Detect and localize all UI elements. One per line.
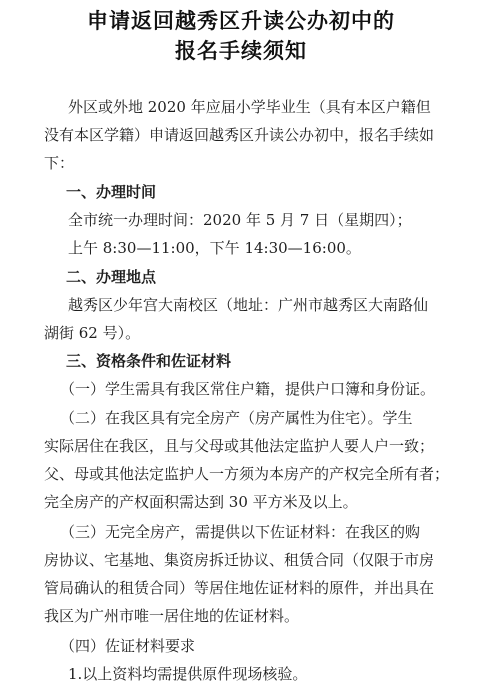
document-title-line-1: 申请返回越秀区升读公办初中的	[87, 9, 395, 33]
section-3-item-3-line-2: 房协议、宅基地、集资房拆迁协议、租赁合同（仅限于市房	[44, 551, 435, 569]
section-3-item-2-line-3: 父、母或其他法定监护人一方须为本房产的产权完全所有者；	[44, 465, 450, 483]
section-3-item-1-line-1: （一）学生需具有我区常住户籍，提供户口簿和身份证。	[60, 380, 436, 398]
section-3-item-4-line-1: 1.以上资料均需提供原件现场核验。	[68, 665, 308, 683]
section-3-item-2-line-4: 完全房产的产权面积需达到 30 平方米及以上。	[44, 493, 358, 511]
section-3-heading: 三、资格条件和佐证材料	[66, 352, 232, 370]
section-3-item-3-line-4: 我区为广州市唯一居住地的佐证材料。	[44, 607, 300, 625]
section-3-item-3-line-1: （三）无完全房产，需提供以下佐证材料：在我区的购	[60, 523, 421, 541]
section-3-item-4-heading: （四）佐证材料要求	[60, 637, 196, 655]
section-1-heading: 一、办理时间	[66, 183, 157, 201]
document-title-line-2: 报名手续须知	[175, 39, 307, 63]
section-2-line-1: 越秀区少年宫大南校区（地址：广州市越秀区大南路仙	[68, 296, 429, 314]
section-2-line-2: 湖街 62 号）。	[44, 324, 141, 342]
section-1-line-1: 全市统一办理时间：2020 年 5 月 7 日（星期四）；	[68, 211, 412, 229]
intro-line-2: 没有本区学籍）申请返回越秀区升读公办初中，报名手续如	[44, 126, 435, 144]
section-2-heading: 二、办理地点	[66, 268, 157, 286]
intro-line-1: 外区或外地 2020 年应届小学毕业生（具有本区户籍但	[68, 98, 431, 116]
section-1-line-2: 上午 8:30—11:00，下午 14:30—16:00。	[68, 239, 361, 257]
intro-line-3: 下：	[44, 154, 75, 172]
section-3-item-2-line-1: （二）在我区具有完全房产（房产属性为住宅）。学生	[60, 409, 413, 427]
section-3-item-3-line-3: 管局确认的租赁合同）等居住地佐证材料的原件，并出具在	[44, 579, 435, 597]
section-3-item-2-line-2: 实际居住在我区，且与父母或其他法定监护人要人户一致；	[44, 437, 435, 455]
